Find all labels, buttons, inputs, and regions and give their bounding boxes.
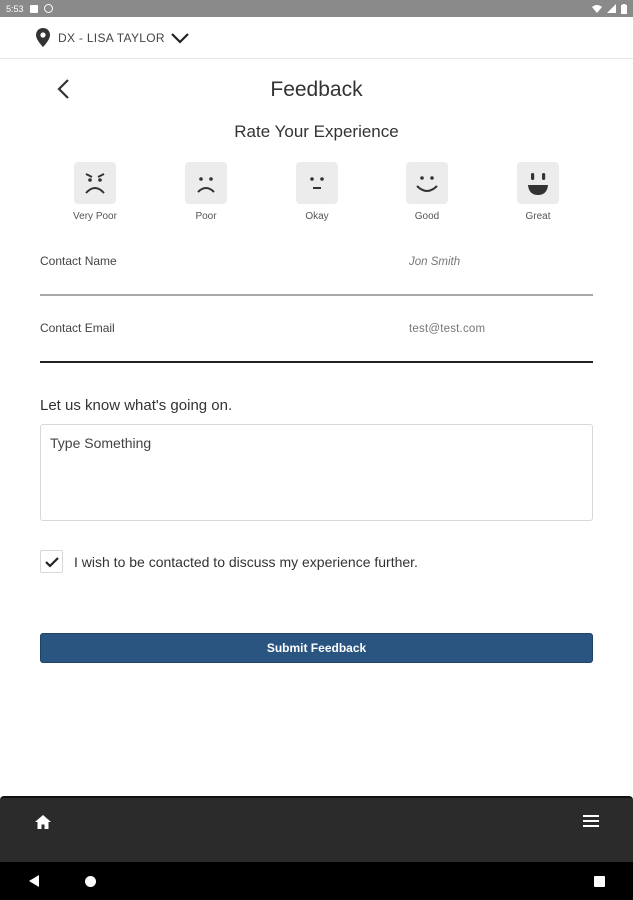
contact-email-label: Contact Email (40, 321, 115, 335)
home-circle-icon[interactable] (85, 876, 96, 887)
contact-email-input[interactable]: test@test.com (409, 323, 486, 335)
back-triangle-icon[interactable] (28, 874, 40, 888)
rating-options (40, 162, 593, 224)
contact-name-label: Contact Name (40, 254, 117, 268)
system-navigation (0, 862, 633, 900)
page-header (0, 60, 633, 120)
location-pin-icon (36, 28, 50, 47)
rating-label: Very Poor (73, 211, 117, 222)
rating-label: Good (414, 211, 440, 222)
rating-label: Okay (305, 211, 329, 222)
rating-okay[interactable] (282, 162, 352, 222)
wifi-icon (592, 4, 602, 13)
contact-name-input[interactable]: Jon Smith (409, 256, 461, 268)
submit-feedback-button[interactable]: Submit Feedback (40, 633, 593, 663)
menu-icon[interactable] (583, 814, 599, 828)
location-label: DX - LISA TAYLOR (58, 30, 165, 45)
sad-face-icon (189, 166, 223, 200)
signal-icon (607, 4, 616, 13)
rating-very-poor[interactable] (60, 162, 130, 222)
angry-face-icon (78, 166, 112, 200)
battery-icon (621, 4, 627, 14)
sync-icon (44, 4, 53, 13)
grin-face-icon (521, 166, 555, 200)
message-textarea[interactable] (40, 424, 593, 521)
recents-square-icon[interactable] (594, 876, 605, 887)
status-time: 5:53 (6, 3, 24, 14)
contact-name-underline (40, 294, 593, 296)
message-prompt: Let us know what's going on. (40, 397, 233, 414)
contact-opt-in-checkbox[interactable] (40, 550, 63, 573)
status-bar (0, 0, 633, 17)
rating-label: Poor (195, 211, 217, 222)
home-icon[interactable] (34, 814, 52, 830)
bottom-navigation (0, 796, 633, 862)
location-selector[interactable] (0, 17, 633, 59)
rating-label: Great (525, 211, 551, 222)
notification-icon (30, 5, 38, 13)
contact-email-underline (40, 361, 593, 363)
rating-great[interactable] (503, 162, 573, 222)
contact-name-field[interactable] (40, 254, 593, 298)
rating-heading: Rate Your Experience (234, 122, 399, 141)
smile-face-icon (410, 166, 444, 200)
neutral-face-icon (300, 166, 334, 200)
rating-good[interactable] (392, 162, 462, 222)
contact-opt-in-label: I wish to be contacted to discuss my experience further. (74, 553, 418, 570)
contact-email-field[interactable] (40, 321, 593, 365)
chevron-down-icon[interactable] (171, 32, 189, 44)
contact-opt-in[interactable] (40, 550, 418, 573)
message-placeholder: Type Something (50, 435, 152, 451)
checkmark-icon (45, 556, 59, 568)
page-title: Feedback (270, 78, 363, 101)
rating-poor[interactable] (171, 162, 241, 222)
